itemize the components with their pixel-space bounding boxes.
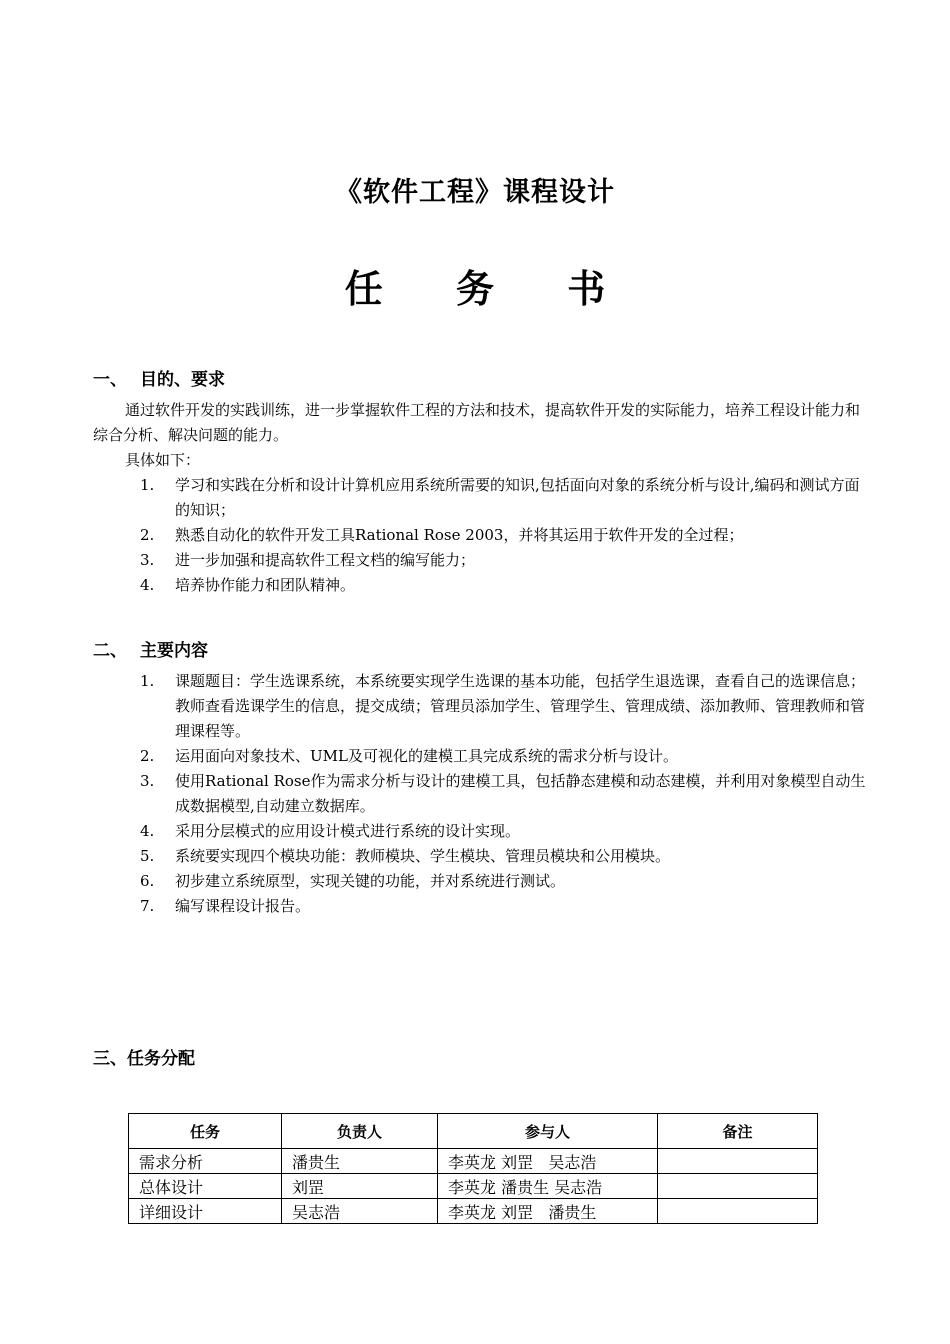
task-assignment-table: [128, 1113, 818, 1224]
table-cell: [658, 1174, 818, 1199]
list-item: 7. 编写课程设计报告。: [140, 897, 311, 915]
table-cell: 李英龙 刘罡 吴志浩: [438, 1149, 658, 1174]
list-item: 3. 使用Rational Rose作为需求分析与设计的建模工具，包括静态建模和动态建模，并利用对象模型自动生成数据模型,自动建立数据库。: [140, 772, 866, 815]
table-row: [129, 1174, 818, 1199]
section-1-intro: 通过软件开发的实践训练，进一步掌握软件工程的方法和技术，提高软件开发的实际能力，培养工程设计能力和综合分析、解决问题的能力。: [93, 401, 861, 444]
section-1-list: [140, 473, 870, 598]
table-cell: 潘贵生: [282, 1149, 438, 1174]
list-item: 1. 学习和实践在分析和设计计算机应用系统所需要的知识,包括面向对象的系统分析与设计,编码和测试方面的知识；: [140, 476, 860, 519]
table-row: [129, 1199, 818, 1224]
table-cell: [658, 1149, 818, 1174]
document-subtitle: 任 务 书: [344, 267, 636, 311]
section-2-title: 主要内容: [140, 641, 208, 661]
list-item: 2. 运用面向对象技术、UML及可视化的建模工具完成系统的需求分析与设计。: [140, 747, 678, 765]
table-cell: [658, 1199, 818, 1224]
section-3-heading: 三、任务分配: [93, 1049, 195, 1069]
section-1-number: 一、: [93, 370, 127, 390]
list-item: 4. 采用分层模式的应用设计模式进行系统的设计实现。: [140, 822, 521, 840]
list-item: 2. 熟悉自动化的软件开发工具Rational Rose 2003，并将其运用于软件开发的全过程；: [140, 526, 744, 544]
column-header: 参与人: [438, 1114, 658, 1149]
table-cell: 详细设计: [129, 1199, 282, 1224]
table-cell: 李英龙 刘罡 潘贵生: [438, 1199, 658, 1224]
list-item: 3. 进一步加强和提高软件工程文档的编写能力；: [140, 551, 476, 569]
column-header: 任务: [129, 1114, 282, 1149]
table-cell: 李英龙 潘贵生 吴志浩: [438, 1174, 658, 1199]
list-item: 6. 初步建立系统原型，实现关键的功能，并对系统进行测试。: [140, 872, 566, 890]
section-1-title: 目的、要求: [140, 370, 225, 390]
table-header-row: [129, 1114, 818, 1149]
table-cell: 需求分析: [129, 1149, 282, 1174]
table-cell: 吴志浩: [282, 1199, 438, 1224]
section-2-number: 二、: [93, 641, 127, 661]
section-1-lead: 具体如下：: [125, 451, 201, 469]
list-item: 5. 系统要实现四个模块功能：教师模块、学生模块、管理员模块和公用模块。: [140, 847, 671, 865]
table-cell: 总体设计: [129, 1174, 282, 1199]
section-2-list: [140, 669, 870, 919]
list-item: 1. 课题题目：学生选课系统，本系统要实现学生选课的基本功能，包括学生退选课，查看自己的选课信息；教师查看选课学生的信息，提交成绩；管理员添加学生、管理学生、管理成绩、添加教师、管理教师和管理课程等。: [140, 672, 866, 740]
table-cell: 刘罡: [282, 1174, 438, 1199]
list-item: 4. 培养协作能力和团队精神。: [140, 576, 356, 594]
section-1-heading: [93, 365, 225, 390]
document-title: 《软件工程》课程设计: [335, 177, 615, 208]
section-2-heading: [93, 636, 208, 661]
table-row: [129, 1149, 818, 1174]
column-header: 负责人: [282, 1114, 438, 1149]
column-header: 备注: [658, 1114, 818, 1149]
